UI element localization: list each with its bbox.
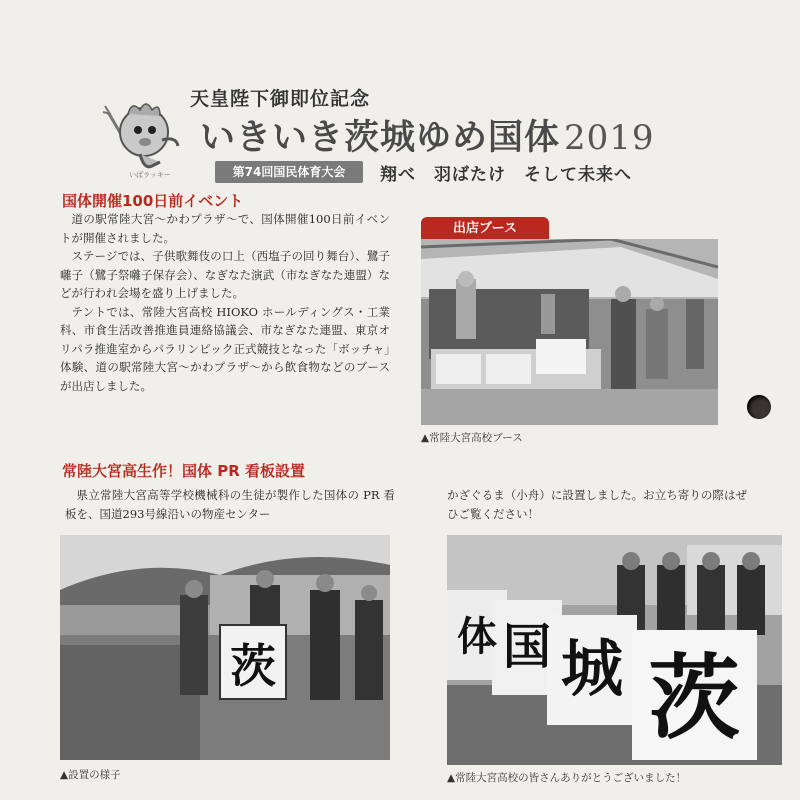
booth-caption: ▲常陸大宮高校ブース — [421, 432, 523, 444]
students-photo — [447, 535, 782, 765]
installation-caption: ▲設置の様子 — [60, 769, 121, 781]
event-badge: 第74回国民体育大会 — [215, 161, 363, 183]
sign-char-left: 茨 — [230, 639, 276, 693]
section2-heading: 常陸大宮高生作！国体 PR 看板設置 — [62, 462, 305, 480]
section1-body — [60, 210, 390, 395]
section1-paragraph-1: 道の駅常陸大宮～かわプラザ～で、国体開催100日前イベントが開催されました。 — [60, 212, 390, 245]
section1-paragraph-3: テントでは、常陸大宮高校 HIOKO ホールディングス・工業科、市食生活改善推進員連絡協議会、市なぎなた連盟、東京オリパラ推進室からパラリンピック正式競技となった「ボッチャ」体験、道の駅常陸大宮～かわプラザ～から飲食物などのブースが出店しました。 — [60, 304, 390, 393]
booth-tag: 出店ブース — [421, 217, 549, 241]
section2-paragraph-left: 県立常陸大宮高等学校機械科の生徒が製作した国体の PR 看板を、国道293号線沿いの物産センター — [65, 488, 395, 521]
section1-heading: 国体開催100日前イベント — [62, 192, 244, 210]
mascot-label: いばラッキー — [129, 171, 171, 179]
supertitle: 天皇陛下御即位記念 — [190, 88, 371, 110]
slogan: 翔べ 羽ばたけ そして未来へ — [380, 165, 632, 185]
sign-char-2: 国 — [502, 619, 552, 675]
section2-paragraph-right: かざぐるま（小舟）に設置しました。お立ち寄りの際はぜひご覧ください！ — [447, 488, 747, 521]
students-caption: ▲常陸大宮高校の皆さんありがとうございました！ — [447, 772, 687, 784]
booth-photo — [421, 239, 718, 425]
mascot-icon — [100, 92, 186, 178]
sign-char-4: 茨 — [647, 645, 741, 752]
title-year: 2019 — [564, 118, 655, 158]
sign-char-1: 体 — [457, 614, 497, 660]
section1-paragraph-2: ステージでは、子供歌舞伎の口上（西塩子の回り舞台）、鷺子囃子（鷺子祭囃子保存会）、なぎなた演武（市なぎなた連盟）などが行われ会場を盛り上げました。 — [60, 249, 390, 300]
page-title — [200, 110, 655, 160]
binder-hole — [747, 395, 771, 419]
installation-photo — [60, 535, 390, 760]
title-main: いきいき茨城ゆめ国体 — [200, 118, 561, 158]
sign-char-3: 城 — [560, 632, 624, 705]
